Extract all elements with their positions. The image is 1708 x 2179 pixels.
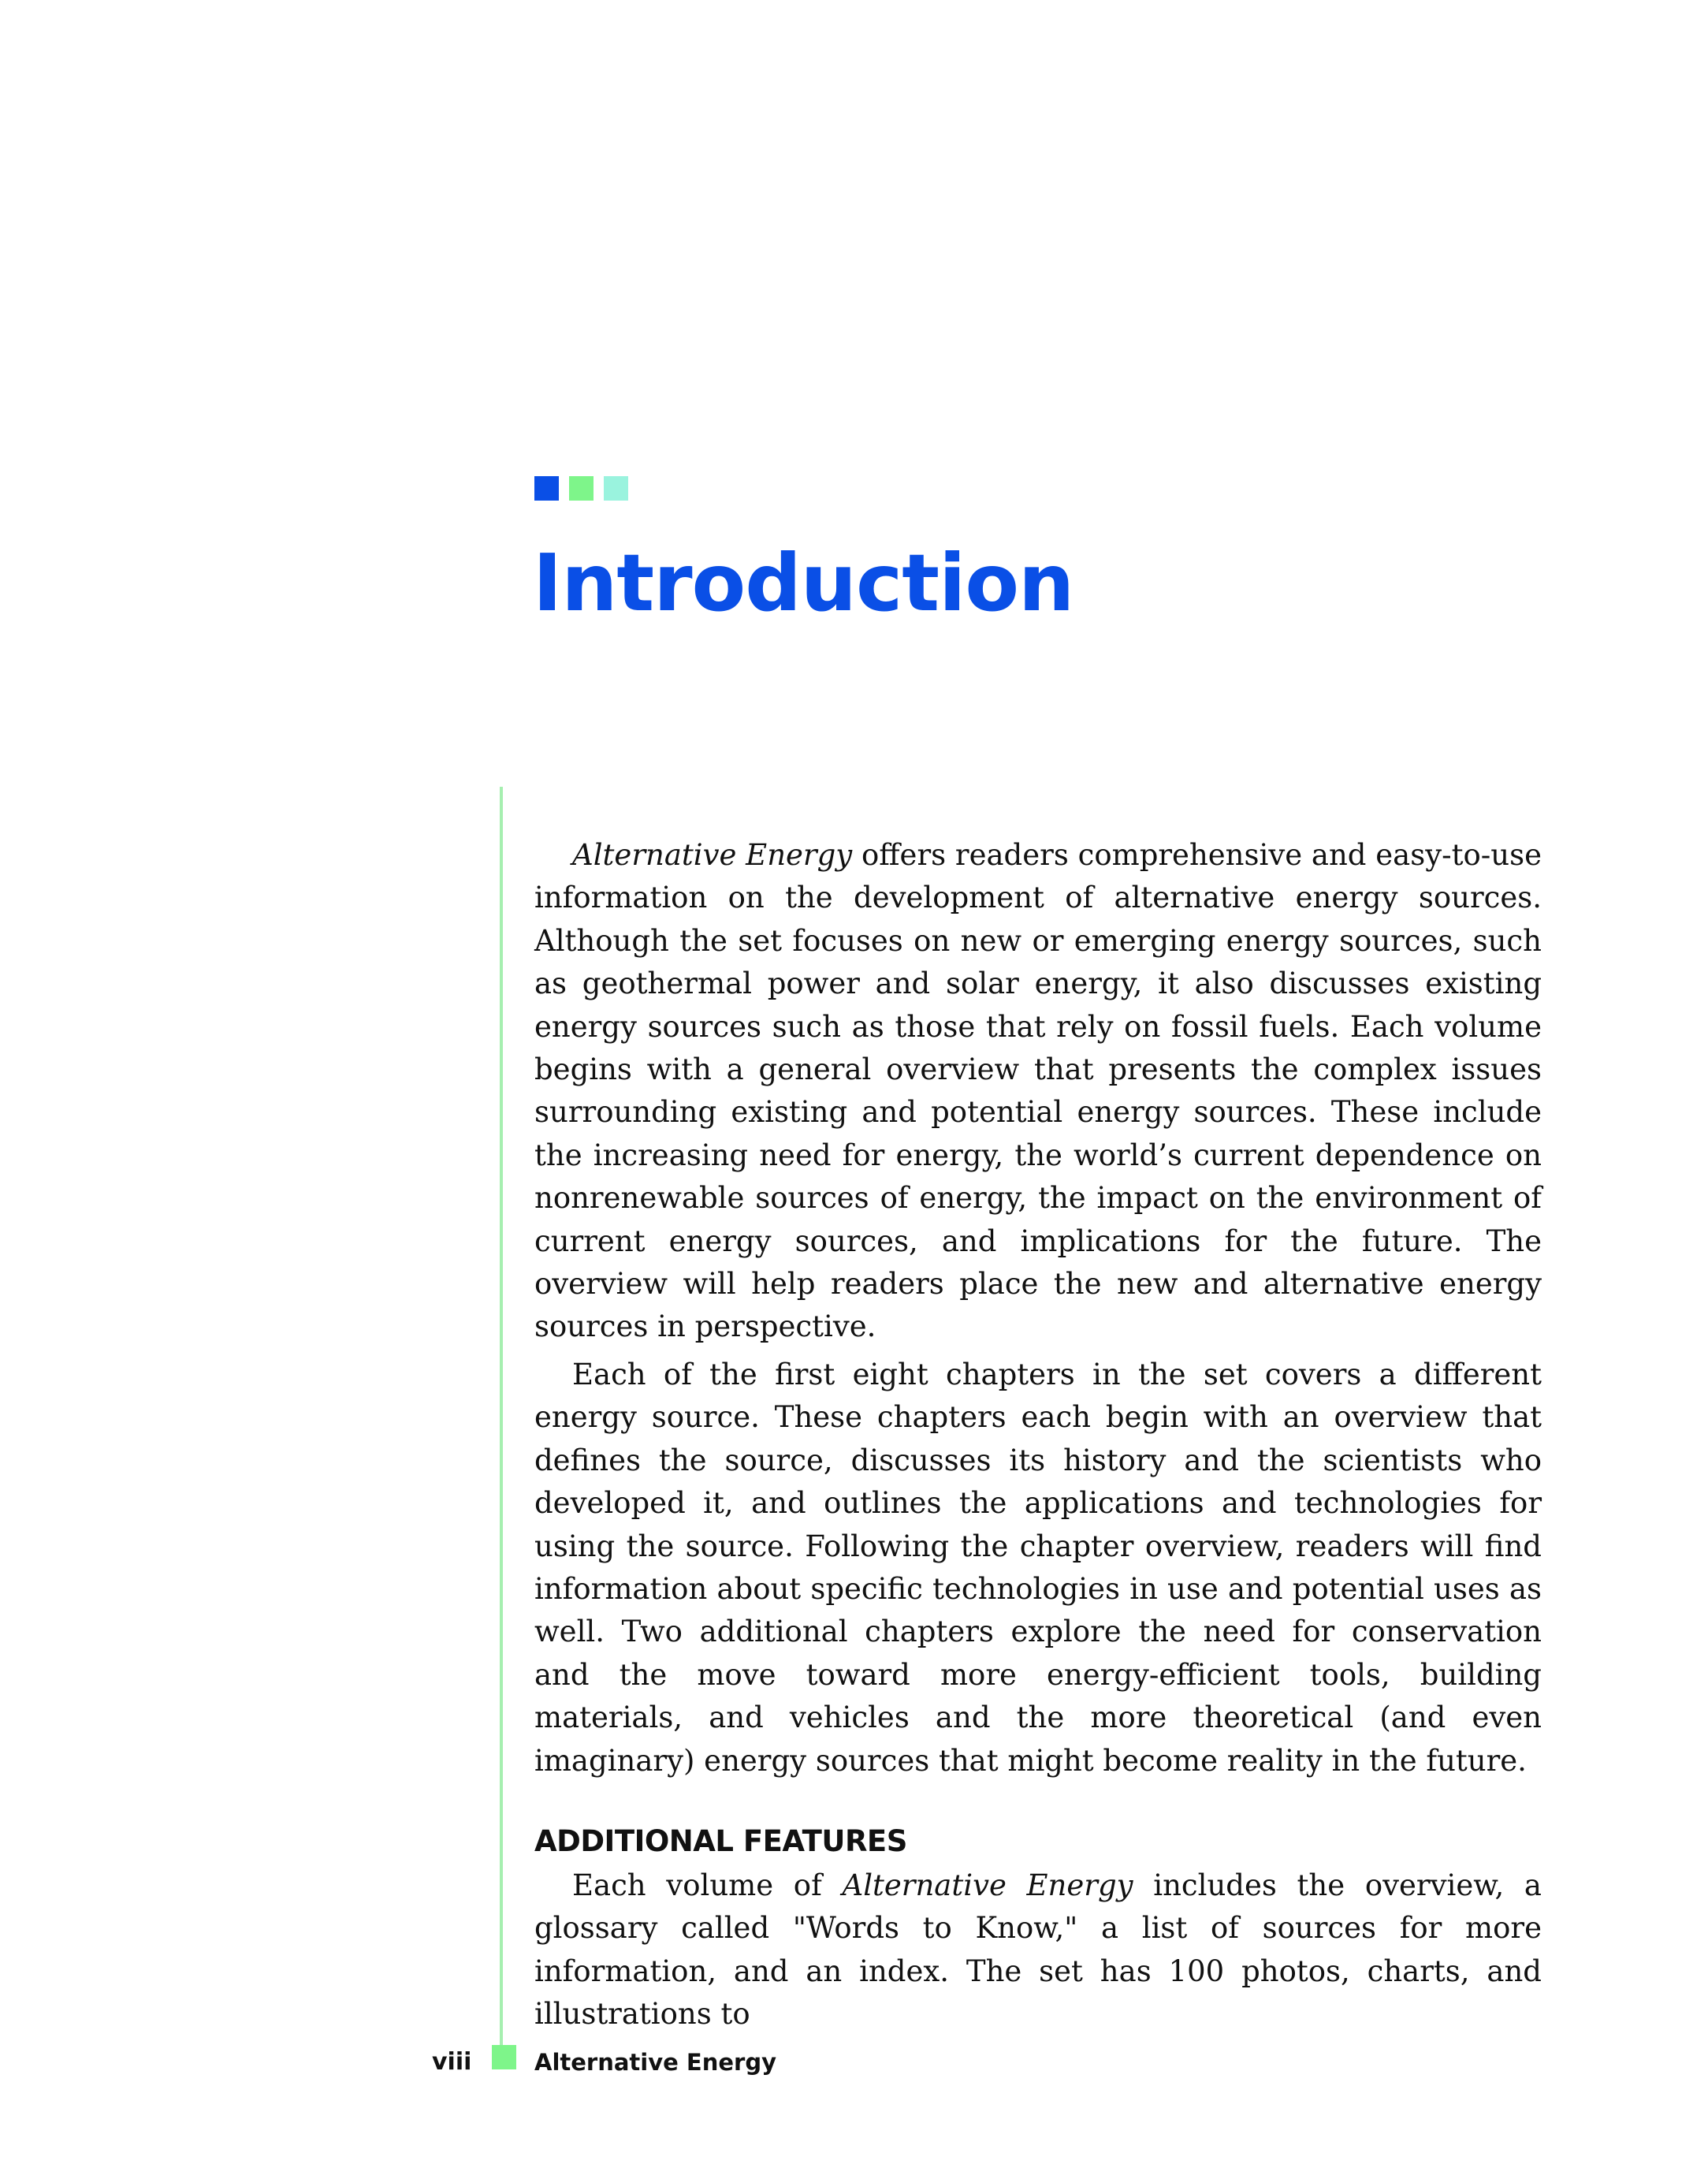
- page-title: Introduction: [533, 537, 1074, 629]
- book-title-italic: Alternative Energy: [572, 838, 853, 872]
- paragraph-2-text: Each of the first eight chapters in the set covers a different energy source. These chapters each begin with an overview that defines the source, discusses its history and the scientists who developed it, and outlines the applications and technologies for using the source. Following the chapter overview, readers will find information about specific technologies in use and potential uses as well. Two additional chapters explore the need for conservation and the move toward more energy-efficient tools, building materials, and vehicles and the more theoretical (and even imaginary) energy sources that might become reality in the future.: [534, 1357, 1542, 1778]
- footer-square: [492, 2045, 516, 2069]
- book-title-italic: Alternative Energy: [842, 1868, 1133, 1902]
- page-number: viii: [432, 2048, 472, 2076]
- paragraph-2: [534, 1354, 1542, 1782]
- body-text: [534, 834, 1542, 2036]
- paragraph-3-post: includes the overview, a glossary called "Words to Know," a list of sources for more information, and an index. The set has 100 photos, charts, and illustrations to: [534, 1868, 1542, 2032]
- paragraph-3-pre: Each volume of: [572, 1868, 843, 1902]
- paragraph-1: [534, 834, 1542, 1349]
- decorative-square-blue: [534, 476, 559, 501]
- running-footer-title: Alternative Energy: [534, 2049, 776, 2076]
- margin-rule: [500, 787, 503, 2064]
- section-heading: ADDITIONAL FEATURES: [534, 1823, 907, 1858]
- paragraph-1-text: offers readers comprehensive and easy-to-use information on the development of alternative energy sources. Although the set focuses on new or emerging energy sources, such as geothermal power and solar energy, it also discusses existing energy sources such as those that rely on fossil fuels. Each volume begins with a general overview that presents the complex issues surrounding existing and potential energy sources. These include the increasing need for energy, the world’s current dependence on nonrenewable sources of energy, the impact on the environment of current energy sources, and implications for the future. The overview will help readers place the new and alternative energy sources in perspective.: [534, 838, 1542, 1344]
- paragraph-3: [534, 1864, 1542, 2036]
- decorative-square-green: [569, 476, 594, 501]
- decorative-square-aqua: [604, 476, 628, 501]
